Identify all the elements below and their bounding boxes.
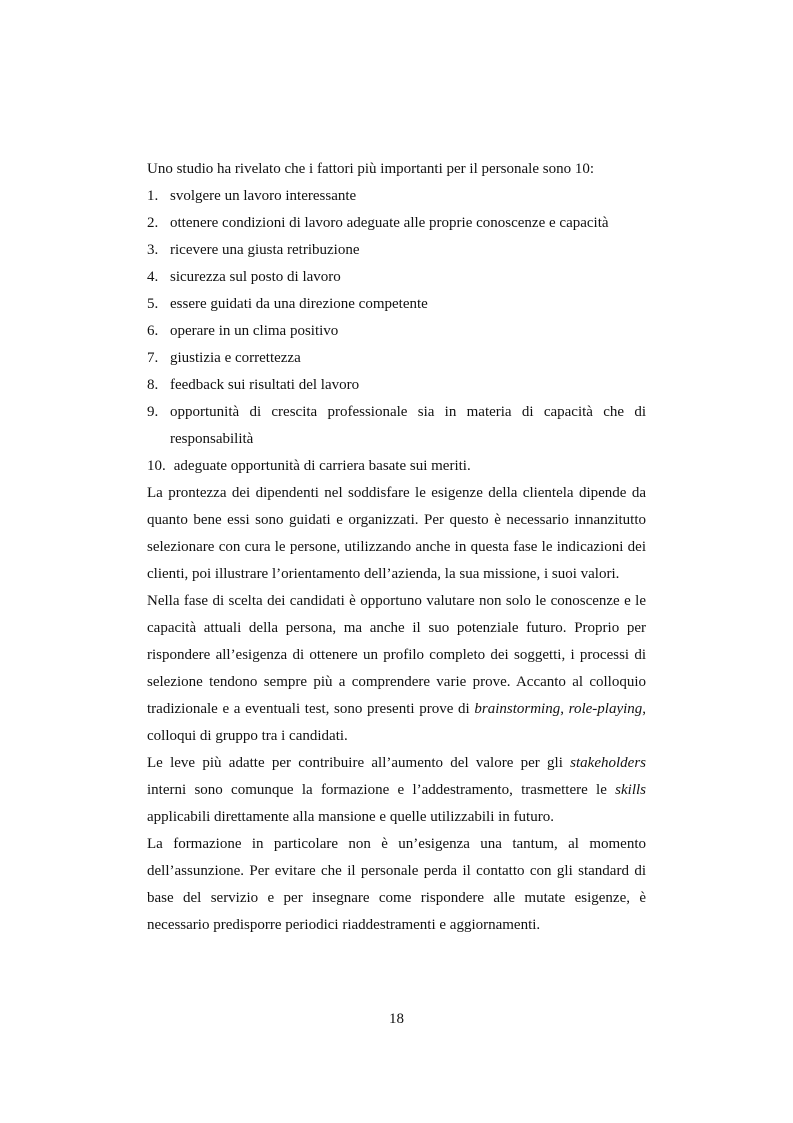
list-item: [147, 210, 646, 237]
page-body: [147, 156, 646, 939]
list-item: [147, 237, 646, 264]
paragraph-stakeholders-text-a: Le leve più adatte per contribuire all’aumento del valore per gli: [147, 755, 571, 771]
list-item: [147, 183, 646, 210]
list-item-text: opportunità di crescita professionale sia in materia di capacità che di responsabilità: [170, 404, 646, 447]
paragraph-stakeholders-text-c: applicabili direttamente alla mansione e quelle utilizzabili in futuro.: [147, 809, 554, 825]
factors-list: [147, 183, 646, 480]
term-skills: skills: [615, 782, 646, 798]
list-item-text: sicurezza sul posto di lavoro: [170, 269, 341, 285]
list-item-text: essere guidati da una direzione competente: [170, 296, 428, 312]
list-item: [147, 291, 646, 318]
list-item: [147, 318, 646, 345]
list-item-text: svolgere un lavoro interessante: [170, 188, 357, 204]
list-item-text: adeguate opportunità di carriera basate sui meriti.: [173, 458, 471, 474]
paragraph-selection: La prontezza dei dipendenti nel soddisfare le esigenze della clientela dipende da quanto bene essi sono guidati e organizzati. Per questo è necessario innanzitutto selezionare con cura le persone, utilizzando anche in questa fase le indicazioni dei clienti, poi illustrare l’orientamento dell’azienda, la sua missione, i suoi valori.: [147, 485, 646, 582]
list-item-text: giustizia e correttezza: [170, 350, 301, 366]
list-item-number: 3.: [147, 242, 159, 258]
list-item-text: ricevere una giusta retribuzione: [170, 242, 360, 258]
paragraph-candidates-text-c: , colloqui di gruppo tra i candidati.: [147, 701, 647, 744]
list-item-number: 10.: [147, 458, 166, 474]
term-stakeholders: stakeholders: [570, 755, 646, 771]
paragraph-stakeholders-text-b: interni sono comunque la formazione e l’addestramento, trasmettere le: [147, 782, 616, 798]
intro-paragraph: Uno studio ha rivelato che i fattori più importanti per il personale sono 10:: [147, 161, 594, 177]
paragraph-candidates-text-b: ,: [560, 701, 569, 717]
list-item: [147, 453, 646, 480]
paragraph-candidates: [147, 588, 646, 750]
list-item-number: 6.: [147, 323, 159, 339]
list-item-number: 9.: [147, 404, 159, 420]
list-item-number: 2.: [147, 215, 159, 231]
term-role-playing: role-playing: [568, 701, 643, 717]
list-item: [147, 264, 646, 291]
list-item: [147, 345, 646, 372]
list-item-text: ottenere condizioni di lavoro adeguate alle proprie conoscenze e capacità: [170, 215, 609, 231]
list-item-text: feedback sui risultati del lavoro: [170, 377, 360, 393]
list-item-number: 7.: [147, 350, 159, 366]
term-brainstorming: brainstorming: [474, 701, 561, 717]
list-item-text: operare in un clima positivo: [170, 323, 339, 339]
list-item-number: 1.: [147, 188, 159, 204]
list-item-number: 8.: [147, 377, 159, 393]
page-number: 18: [389, 1011, 404, 1027]
paragraph-stakeholders: [147, 750, 646, 831]
list-item-number: 4.: [147, 269, 159, 285]
paragraph-training: La formazione in particolare non è un’esigenza una tantum, al momento dell’assunzione. Per evitare che il personale perda il contatto con gli standard di base del servizio e per insegnare come rispondere alle mutate esigenze, è necessario predisporre periodici riaddestramenti e aggiornamenti.: [147, 836, 646, 933]
paragraph-candidates-text-a: Nella fase di scelta dei candidati è opportuno valutare non solo le conoscenze e le capacità attuali della persona, ma anche il suo potenziale futuro. Proprio per rispondere all’esigenza di ottenere un profilo completo dei soggetti, i processi di selezione tendono sempre più a comprendere varie prove. Accanto al colloquio tradizionale e a eventuali test, sono presenti prove di: [147, 593, 646, 717]
list-item-number: 5.: [147, 296, 159, 312]
list-item: [147, 399, 646, 453]
list-item: [147, 372, 646, 399]
